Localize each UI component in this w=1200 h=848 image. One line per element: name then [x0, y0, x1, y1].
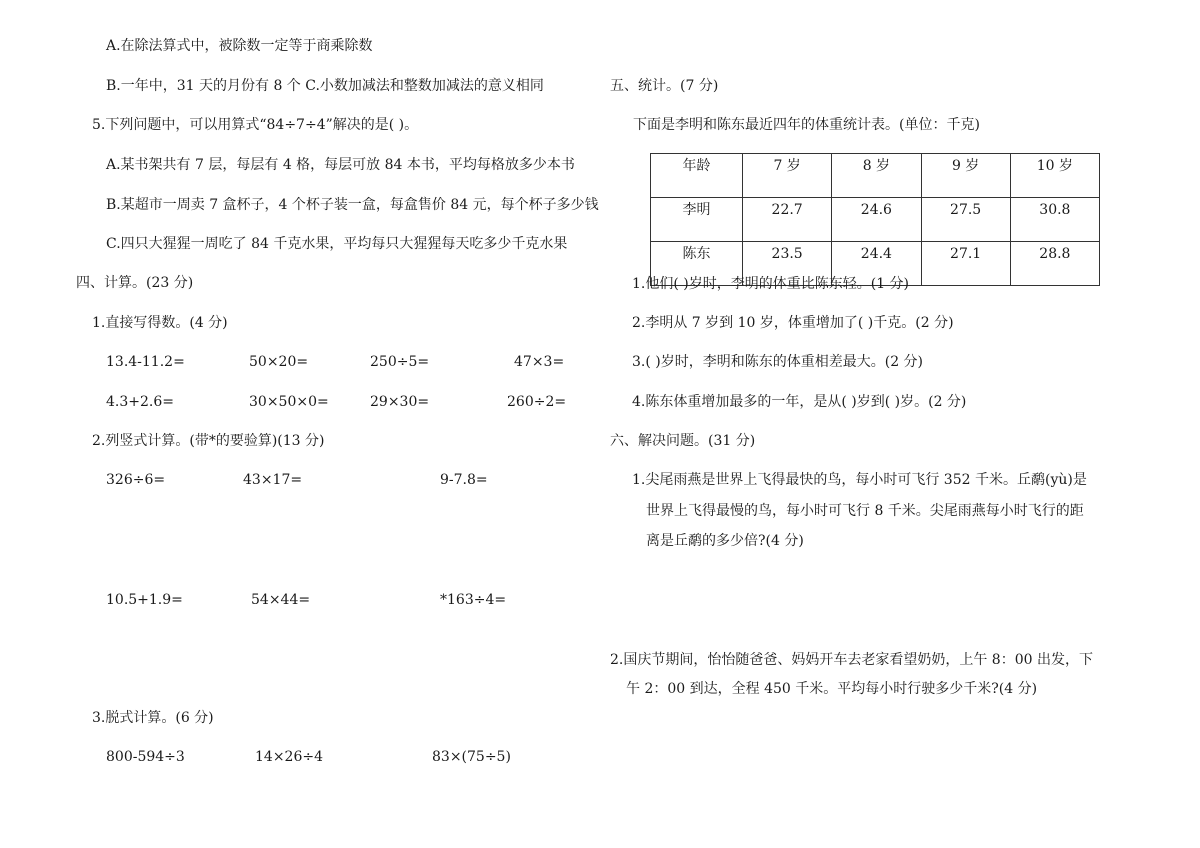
q5-option-b: B.某超市一周卖 7 盒杯子，4 个杯子装一盒，每盒售价 84 元，每个杯子多少钱 [106, 197, 599, 213]
table-header-cell: 8 岁 [832, 154, 921, 198]
table-header-cell: 10 岁 [1010, 154, 1099, 198]
direct-calc-item: 30×50×0= [249, 394, 329, 410]
subsection-direct-title: 1.直接写得数。(4 分) [92, 315, 228, 331]
stats-question-1: 1.他们( )岁时，李明的体重比陈东轻。(1 分) [632, 276, 910, 292]
section-4-title: 四、计算。(23 分) [76, 275, 194, 291]
stats-question-4: 4.陈东体重增加最多的一年，是从( )岁到( )岁。(2 分) [632, 394, 967, 410]
problem-1-line: 1.尖尾雨燕是世界上飞得最快的鸟，每小时可飞行 352 千米。丘鹬(yù)是 [632, 472, 1087, 488]
problem-1-line: 离是丘鹬的多少倍?(4 分) [646, 533, 804, 549]
vertical-calc-item: 43×17= [243, 472, 303, 488]
direct-calc-item: 29×30= [370, 394, 430, 410]
subsection-vertical-title: 2.列竖式计算。(带*的要验算)(13 分) [92, 433, 325, 449]
direct-calc-item: 250÷5= [370, 354, 430, 370]
table-header-cell: 年龄 [651, 154, 743, 198]
table-cell: 24.4 [832, 242, 921, 286]
table-cell: 23.5 [743, 242, 832, 286]
direct-calc-item: 4.3+2.6= [106, 394, 174, 410]
direct-calc-item: 13.4-11.2= [106, 354, 185, 370]
q5-option-c: C.四只大猩猩一周吃了 84 千克水果，平均每只大猩猩每天吃多少千克水果 [106, 236, 568, 252]
direct-calc-item: 260÷2= [507, 394, 567, 410]
table-header-cell: 7 岁 [743, 154, 832, 198]
q5-stem: 5.下列问题中，可以用算式“84÷7÷4”解决的是( )。 [92, 117, 419, 133]
q4-option-b-c: B.一年中，31 天的月份有 8 个 C.小数加减法和整数加减法的意义相同 [106, 78, 544, 94]
stats-question-3: 3.( )岁时，李明和陈东的体重相差最大。(2 分) [632, 354, 924, 370]
table-header-cell: 9 岁 [921, 154, 1010, 198]
weight-table [650, 153, 1100, 286]
problem-1-line: 世界上飞得最慢的鸟，每小时可飞行 8 千米。尖尾雨燕每小时飞行的距 [646, 503, 1084, 519]
vertical-calc-item: 326÷6= [106, 472, 166, 488]
table-cell: 27.1 [921, 242, 1010, 286]
direct-calc-item: 47×3= [514, 354, 565, 370]
vertical-calc-item: *163÷4= [440, 592, 507, 608]
subsection-step-title: 3.脱式计算。(6 分) [92, 710, 214, 726]
table-header-row [651, 154, 1100, 198]
table-cell: 24.6 [832, 198, 921, 242]
table-row [651, 198, 1100, 242]
section-5-title: 五、统计。(7 分) [610, 78, 719, 94]
vertical-calc-item: 10.5+1.9= [106, 592, 183, 608]
q5-option-a: A.某书架共有 7 层，每层有 4 格，每层可放 84 本书，平均每格放多少本书 [106, 157, 575, 173]
direct-calc-item: 50×20= [249, 354, 309, 370]
vertical-calc-item: 9-7.8= [440, 472, 488, 488]
table-cell: 李明 [651, 198, 743, 242]
step-calc-item: 800-594÷3 [106, 749, 185, 765]
table-cell: 22.7 [743, 198, 832, 242]
table-intro: 下面是李明和陈东最近四年的体重统计表。(单位：千克) [633, 117, 980, 133]
problem-2-line: 2.国庆节期间，怡怡随爸爸、妈妈开车去老家看望奶奶，上午 8：00 出发，下 [610, 652, 1093, 668]
step-calc-item: 83×(75÷5) [432, 749, 511, 765]
section-6-title: 六、解决问题。(31 分) [610, 433, 756, 449]
q4-option-a: A.在除法算式中，被除数一定等于商乘除数 [106, 38, 373, 54]
step-calc-item: 14×26÷4 [255, 749, 323, 765]
vertical-calc-item: 54×44= [251, 592, 311, 608]
table-cell: 27.5 [921, 198, 1010, 242]
problem-2-line: 午 2：00 到达，全程 450 千米。平均每小时行驶多少千米?(4 分) [626, 681, 1038, 697]
table-cell: 30.8 [1010, 198, 1099, 242]
stats-question-2: 2.李明从 7 岁到 10 岁，体重增加了( )千克。(2 分) [632, 315, 954, 331]
table-cell: 陈东 [651, 242, 743, 286]
table-cell: 28.8 [1010, 242, 1099, 286]
